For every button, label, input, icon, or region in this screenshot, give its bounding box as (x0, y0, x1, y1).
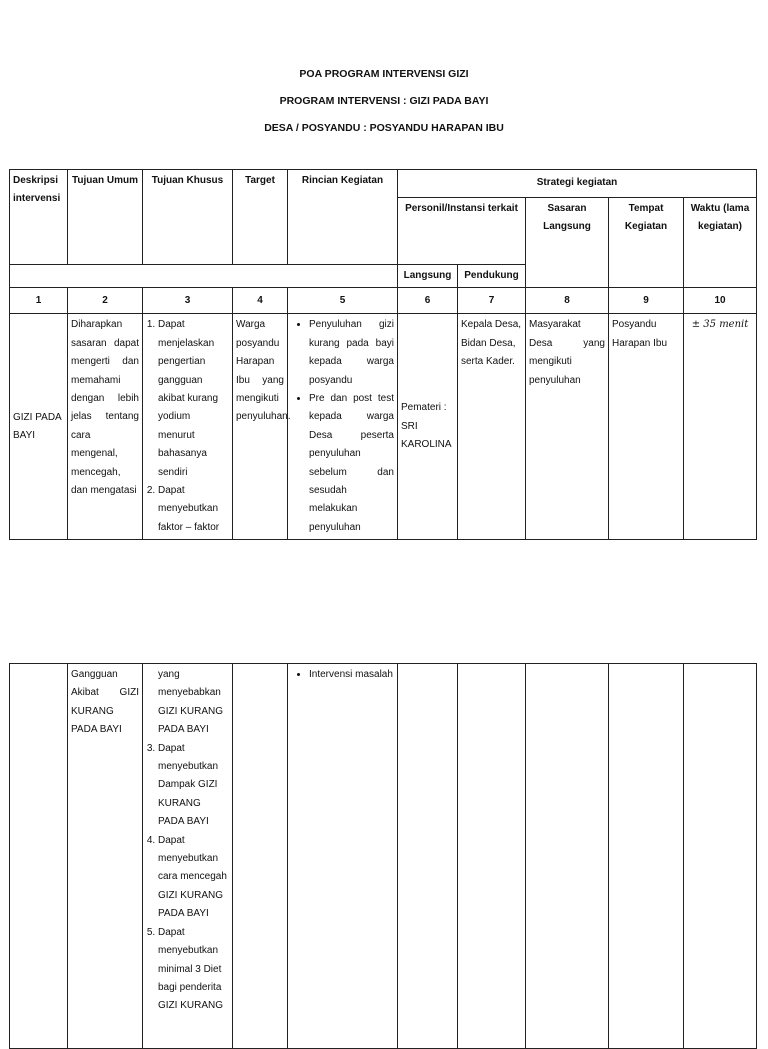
list-item: 5. Dapat menyebutkan minimal 3 Diet bagi penderita GIZI KURANG (158, 924, 229, 1016)
cell-tempat (609, 664, 684, 1049)
cell-tujuan-umum: Gangguan Akibat GIZI KURANG PADA BAYI (68, 664, 143, 1049)
column-number: 8 (526, 288, 609, 314)
header-rincian: Rincian Kegiatan (288, 170, 398, 265)
cell-pendukung (458, 664, 526, 1049)
poa-table (9, 169, 757, 540)
doc-title: POA PROGRAM INTERVENSI GIZI (299, 68, 469, 80)
cell-rincian (288, 664, 398, 1049)
poa-table-continued (9, 663, 757, 1049)
column-number: 2 (68, 288, 143, 314)
list-item: 1. Dapat menjelaskan pengertian gangguan akibat kurang yodium menurut bahasanya sendiri (158, 316, 229, 482)
column-number: 5 (288, 288, 398, 314)
table-row (10, 664, 757, 1049)
list-item: • Penyuluhan gizi kurang pada bayi kepada warga posyandu (309, 316, 394, 390)
doc-subtitle-location: DESA / POSYANDU : POSYANDU HARAPAN IBU (264, 122, 504, 134)
cell-tempat: Posyandu Harapan Ibu (609, 314, 684, 540)
header-langsung: Langsung (398, 265, 458, 288)
column-number: 1 (10, 288, 68, 314)
column-number: 10 (684, 288, 757, 314)
list-item: 2. Dapat menyebutkan faktor – faktor (158, 482, 229, 537)
cell-target: Warga posyandu Harapan Ibu yang mengikuti penyuluhan. (233, 314, 288, 540)
list-item: • Pre dan post test kepada warga Desa peserta penyuluhan sebelum dan sesudah melakukan penyuluhan (309, 390, 394, 537)
column-number: 6 (398, 288, 458, 314)
header-strategi: Strategi kegiatan (398, 170, 757, 198)
cell-sasaran: Masyarakat Desa yang mengikuti penyuluhan (526, 314, 609, 540)
cell-deskripsi (10, 664, 68, 1049)
cell-tujuan-umum: Diharapkan sasaran dapat mengerti dan memahami dengan lebih jelas tentang cara mengenal, mencegah, dan mengatasi (68, 314, 143, 540)
cell-target (233, 664, 288, 1049)
column-number: 7 (458, 288, 526, 314)
list-item: • Intervensi masalah (309, 666, 394, 684)
cell-langsung (398, 664, 458, 1049)
list-item: 3. Dapat menyebutkan Dampak GIZI KURANG PADA BAYI (158, 740, 229, 832)
header-personil: Personil/Instansi terkait (398, 198, 526, 265)
column-number-row (10, 288, 757, 314)
cell-langsung: Pemateri : SRI KAROLINA (398, 314, 458, 540)
header-waktu: Waktu (lama kegiatan) (684, 198, 757, 288)
cell-sasaran (526, 664, 609, 1049)
cell-rincian (288, 314, 398, 540)
header-sasaran: Sasaran Langsung (526, 198, 609, 288)
doc-subtitle-program: PROGRAM INTERVENSI : GIZI PADA BAYI (279, 95, 489, 107)
header-pendukung: Pendukung (458, 265, 526, 288)
list-item: 4. Dapat menyebutkan cara mencegah GIZI KURANG PADA BAYI (158, 832, 229, 924)
cell-deskripsi: GIZI PADA BAYI (10, 314, 68, 540)
cell-tujuan-khusus (143, 314, 233, 540)
column-number: 9 (609, 288, 684, 314)
cell-waktu: ± 35 menit (684, 314, 757, 540)
table-row (10, 314, 757, 540)
header-target: Target (233, 170, 288, 265)
header-tujuan-khusus: Tujuan Khusus (143, 170, 233, 265)
header-deskripsi: Deskripsi intervensi (10, 170, 68, 265)
header-tempat: Tempat Kegiatan (609, 198, 684, 288)
list-item-continued: yang menyebabkan GIZI KURANG PADA BAYI (158, 669, 224, 736)
column-number: 3 (143, 288, 233, 314)
cell-pendukung: Kepala Desa, Bidan Desa, serta Kader. (458, 314, 526, 540)
cell-tujuan-khusus (143, 664, 233, 1049)
column-number: 4 (233, 288, 288, 314)
header-tujuan-umum: Tujuan Umum (68, 170, 143, 265)
cell-waktu (684, 664, 757, 1049)
